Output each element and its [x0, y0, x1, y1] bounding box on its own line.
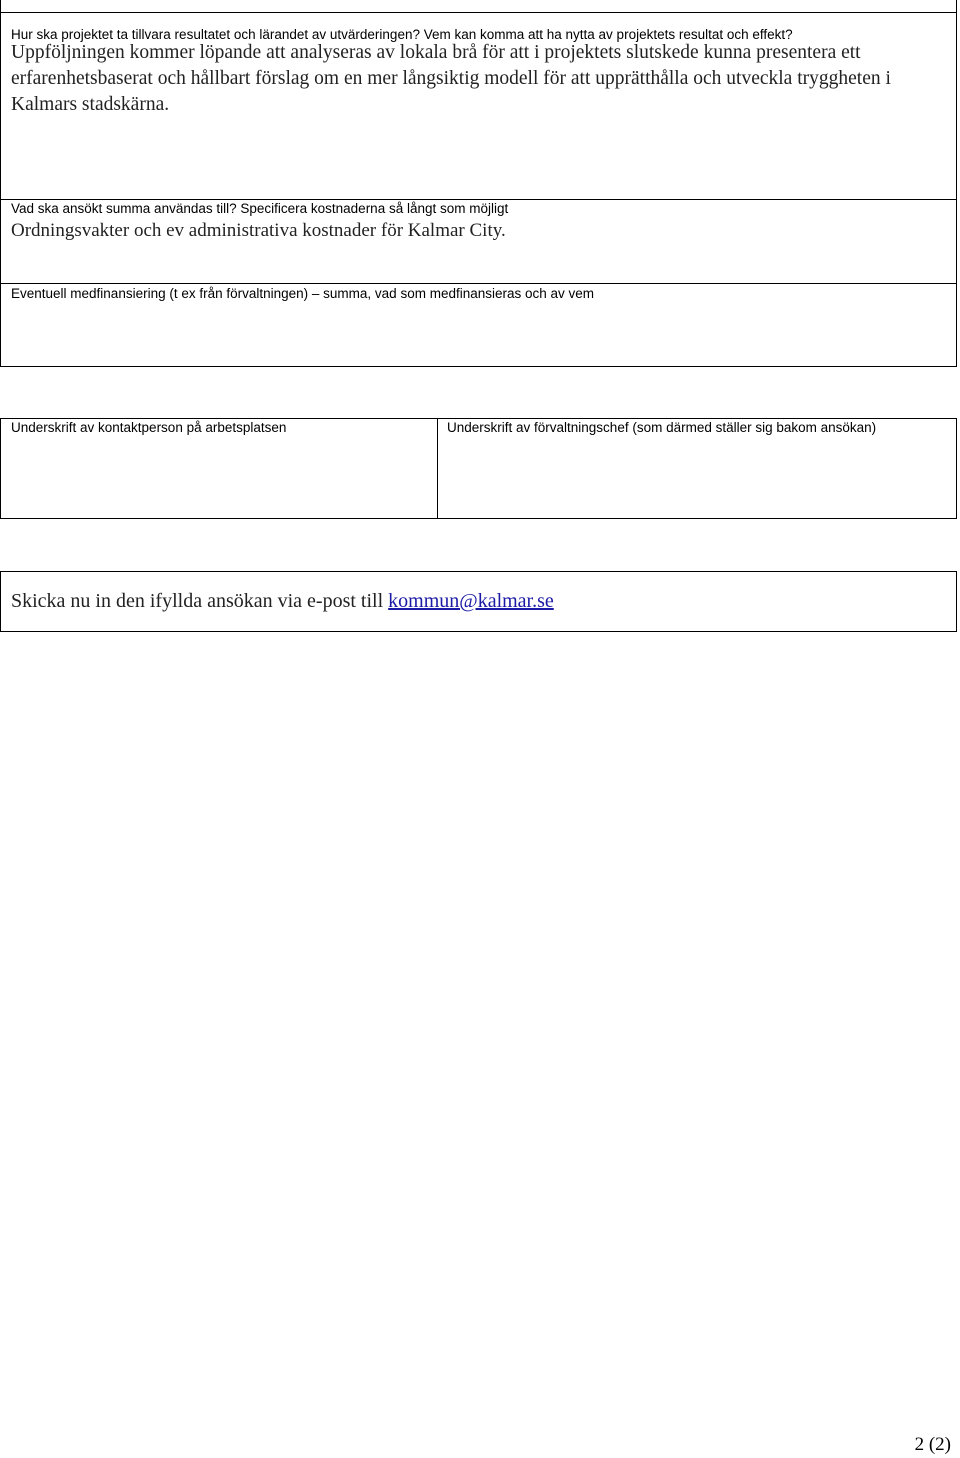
contact-signature-label: Underskrift av kontaktperson på arbetsplatsen [11, 420, 287, 435]
results-answer[interactable]: Uppföljningen kommer löpande att analyseras av lokala brå för att i projektets slutskede kunna presentera ett erfarenhetsbaserat och hållbart förslag om en mer långsiktig modell för att upprätthålla och utveckla tryggheten i Kalmars stadskärna. [11, 42, 891, 115]
chief-signature-label: Underskrift av förvaltningschef (som därmed ställer sig bakom ansökan) [447, 420, 877, 435]
box-border-fragment-right [956, 0, 957, 12]
page-number: 2 (2) [914, 1434, 951, 1455]
funds-answer[interactable]: Ordningsvakter och ev administrativa kostnader för Kalmar City. [11, 220, 506, 241]
email-link[interactable]: kommun@kalmar.se [388, 590, 554, 612]
cofunding-question: Eventuell medfinansiering (t ex från förvaltningen) – summa, vad som medfinansieras och av vem [11, 286, 595, 301]
contact-signature-field[interactable] [1, 440, 436, 518]
submit-text: Skicka nu in den ifyllda ansökan via e-post till [11, 590, 384, 612]
results-question: Hur ska projektet ta tillvara resultatet och lärandet av utvärderingen? Vem kan komma att ha nytta av projektets resultat och effekt? [11, 27, 793, 42]
funds-question: Vad ska ansökt summa användas till? Specificera kostnaderna så långt som möjligt [11, 201, 509, 216]
chief-signature-field[interactable] [438, 440, 956, 518]
submit-instruction [11, 588, 554, 614]
cofunding-answer[interactable] [11, 306, 941, 358]
box-border-fragment-left [0, 0, 1, 12]
